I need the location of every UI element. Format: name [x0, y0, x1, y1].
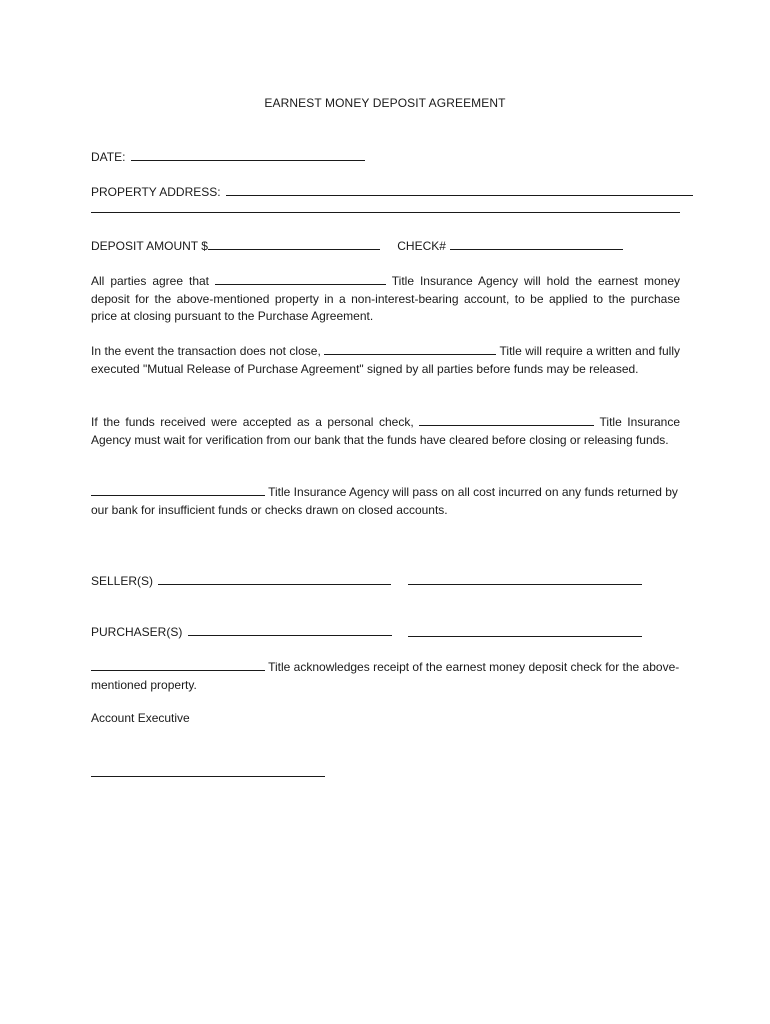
- account-executive-signature-field[interactable]: [91, 776, 325, 777]
- seller-signature-field-1[interactable]: [158, 571, 391, 585]
- deposit-amount-label: DEPOSIT AMOUNT $: [91, 239, 208, 253]
- seller-line: [91, 571, 391, 591]
- title-company-field-4[interactable]: [91, 657, 265, 671]
- seller-label: SELLER(S): [91, 574, 154, 588]
- property-address-field[interactable]: [226, 182, 693, 196]
- check-number-field[interactable]: [450, 236, 623, 250]
- agreeing-party-field[interactable]: [215, 271, 386, 285]
- paragraph-receipt-acknowledgment: [91, 657, 680, 694]
- title-company-field-1[interactable]: [324, 341, 496, 355]
- deposit-amount-field[interactable]: [208, 236, 380, 250]
- para2-text-a: In the event the transaction does not close,: [91, 344, 321, 358]
- para5-text: Title acknowledges receipt of the earnest money deposit check for the above-mentioned property.: [91, 660, 680, 692]
- purchaser-signature-field-1[interactable]: [188, 622, 392, 636]
- purchaser-label: PURCHASER(S): [91, 625, 183, 639]
- title-company-field-2[interactable]: [419, 412, 594, 426]
- para1-text-a: All parties agree that: [91, 274, 210, 288]
- date-field[interactable]: [131, 147, 365, 161]
- para1-text-b: Title Insurance Agency will hold the earnest money deposit for the above-mentioned property in a non-interest-bearing account, to be applied to the purchase price at closing pursuant to the Purchase Agreement.: [91, 274, 680, 323]
- para4-text: Title Insurance Agency will pass on all cost incurred on any funds returned by our bank for insufficient funds or checks drawn on closed accounts.: [91, 485, 678, 517]
- para2-text-b: Title will require a written and fully executed "Mutual Release of Purchase Agreement" signed by all parties before funds may be released.: [91, 344, 681, 376]
- property-address-field-line2[interactable]: [91, 212, 680, 213]
- seller-signature-field-2[interactable]: [408, 584, 642, 585]
- date-line: [91, 147, 365, 167]
- purchaser-line: [91, 622, 392, 642]
- paragraph-personal-check: [91, 412, 680, 449]
- account-executive-label: Account Executive: [91, 711, 190, 725]
- paragraph-holding-agreement: [91, 271, 680, 326]
- para3-text-b: Title Insurance Agency must wait for verification from our bank that the funds have cleared before closing or releasing funds.: [91, 415, 681, 447]
- property-address-line: [91, 182, 693, 202]
- document-title: EARNEST MONEY DEPOSIT AGREEMENT: [264, 96, 506, 110]
- paragraph-mutual-release: [91, 341, 680, 378]
- date-label: DATE:: [91, 150, 126, 164]
- deposit-line: [91, 236, 623, 256]
- property-address-label: PROPERTY ADDRESS:: [91, 185, 221, 199]
- paragraph-returned-funds: [91, 482, 680, 519]
- title-company-field-3[interactable]: [91, 482, 265, 496]
- purchaser-signature-field-2[interactable]: [408, 636, 642, 637]
- check-label: CHECK#: [397, 239, 446, 253]
- para3-text-a: If the funds received were accepted as a personal check,: [91, 415, 414, 429]
